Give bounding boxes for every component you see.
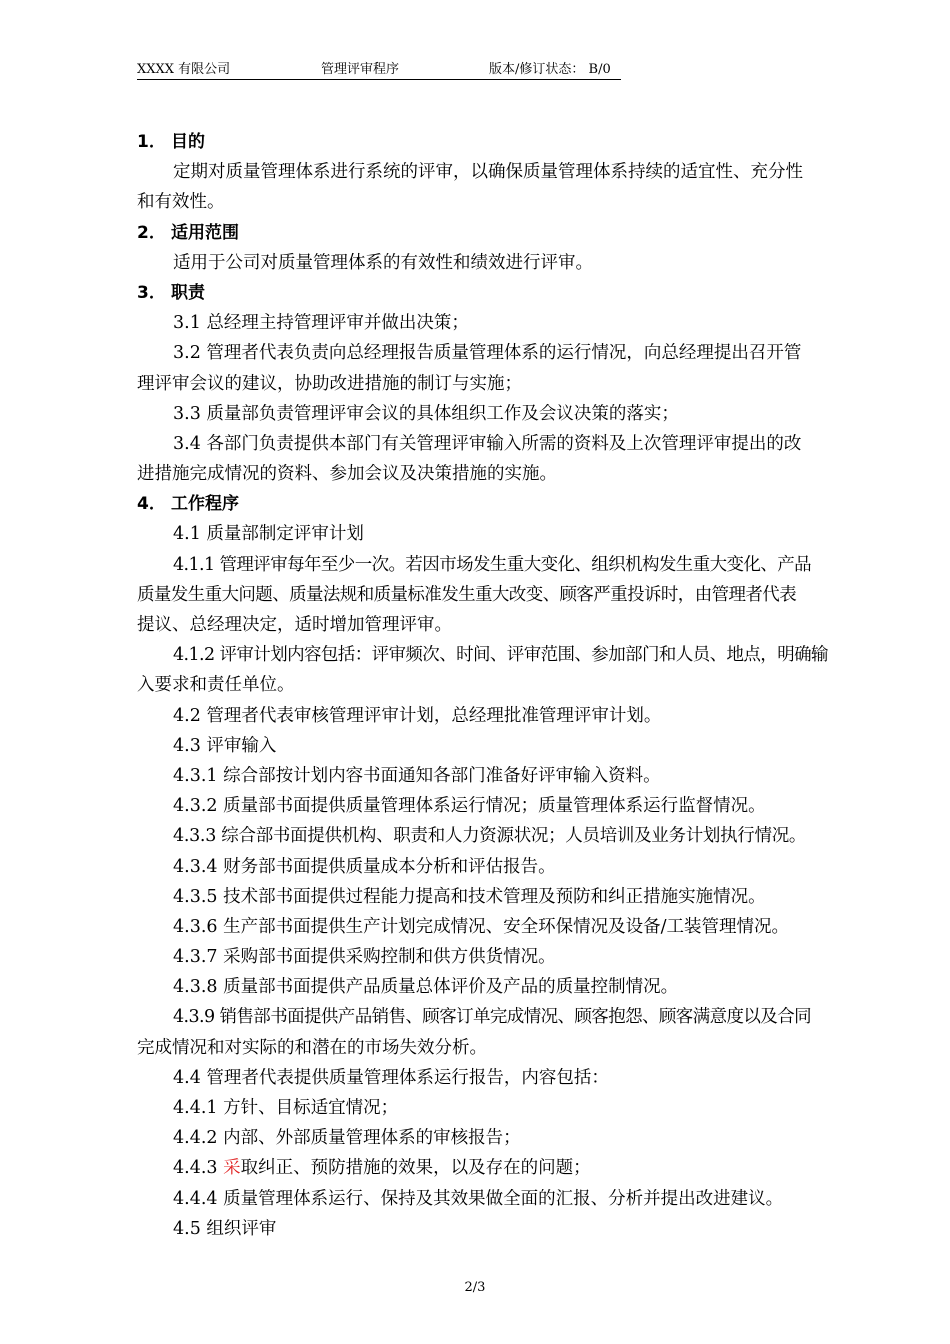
item-text: 取纠正、预防措施的效果，以及存在的问题； (240, 1158, 591, 1179)
paragraph: 4.3.8 质量部书面提供产品质量总体评价及产品的质量控制情况。 (173, 977, 679, 998)
heading-number: 1． (137, 132, 166, 152)
heading-title: 工作程序 (171, 494, 239, 515)
section-heading-3 (137, 278, 863, 308)
paragraph-continuation: 入要求和责任单位。 (137, 675, 295, 696)
paragraph: 4.1.2 评审计划内容包括：评审频次、时间、评审范围、参加部门和人员、地点，明确输 (173, 645, 828, 666)
header-company: XXXX 有限公司 (137, 62, 231, 77)
page-header (137, 62, 621, 80)
highlighted-char: 采 (223, 1158, 241, 1179)
paragraph: 4.2 管理者代表审核管理评审计划，总经理批准管理评审计划。 (173, 705, 662, 726)
heading-number: 2． (137, 222, 166, 243)
paragraph: 3.1 总经理主持管理评审并做出决策； (173, 313, 469, 334)
heading-title: 适用范围 (171, 222, 239, 243)
heading-number: 3． (137, 282, 166, 303)
paragraph-continuation: 提议、总经理决定，适时增加管理评审。 (137, 615, 452, 635)
paragraph: 4.3.2 质量部书面提供质量管理体系运行情况；质量管理体系运行监督情况。 (173, 796, 766, 817)
paragraph: 4.3.4 财务部书面提供质量成本分析和评估报告。 (173, 856, 556, 877)
heading-number: 4． (137, 494, 166, 515)
paragraph-continuation: 完成情况和对实际的和潜在的市场失效分析。 (137, 1037, 487, 1058)
paragraph: 4.4.1 方针、目标适宜情况； (173, 1098, 399, 1118)
paragraph: 4.3.7 采购部书面提供采购控制和供方供货情况。 (173, 947, 556, 968)
paragraph: 定期对质量管理体系进行系统的评审，以确保质量管理体系持续的适宜性、充分性 (173, 162, 803, 183)
document-body (137, 127, 863, 1244)
paragraph-continuation: 进措施完成情况的资料、参加会议及决策措施的实施。 (137, 464, 557, 485)
paragraph: 4.5 组织评审 (173, 1218, 277, 1239)
heading-title: 职责 (171, 282, 205, 303)
section-heading-1 (137, 127, 863, 157)
paragraph: 4.3.9 销售部书面提供产品销售、顾客订单完成情况、顾客抱怨、顾客满意度以及合同 (173, 1007, 811, 1028)
header-doc-title: 管理评审程序 (321, 62, 400, 77)
paragraph: 4.4.2 内部、外部质量管理体系的审核报告； (173, 1128, 521, 1149)
paragraph (137, 1153, 863, 1183)
heading-title: 目的 (171, 132, 205, 152)
paragraph: 4.1 质量部制定评审计划 (173, 524, 364, 545)
item-number: 4.4.3 (173, 1158, 224, 1179)
paragraph: 4.4 管理者代表提供质量管理体系运行报告，内容包括： (173, 1067, 609, 1088)
section-heading-4 (137, 489, 863, 519)
paragraph: 4.3.3 综合部书面提供机构、职责和人力资源状况；人员培训及业务计划执行情况。 (173, 826, 807, 847)
page-number: 2/3 (464, 1280, 486, 1295)
paragraph: 3.2 管理者代表负责向总经理报告质量管理体系的运行情况，向总经理提出召开管 (173, 343, 802, 364)
paragraph-continuation: 和有效性。 (137, 192, 225, 213)
paragraph: 3.4 各部门负责提供本部门有关管理评审输入所需的资料及上次管理评审提出的改 (173, 433, 802, 454)
header-version: 版本/修订状态： B/0 (489, 62, 611, 77)
paragraph: 4.3.1 综合部按计划内容书面通知各部门准备好评审输入资料。 (173, 765, 661, 786)
paragraph: 4.4.4 质量管理体系运行、保持及其效果做全面的汇报、分析并提出改进建议。 (173, 1188, 784, 1209)
paragraph: 4.1.1 管理评审每年至少一次。若因市场发生重大变化、组织机构发生重大变化、产品 (173, 554, 811, 575)
paragraph: 4.3.6 生产部书面提供生产计划完成情况、安全环保情况及设备/工装管理情况。 (173, 916, 789, 937)
paragraph: 适用于公司对质量管理体系的有效性和绩效进行评审。 (173, 252, 593, 273)
section-heading-2 (137, 218, 863, 248)
paragraph-continuation: 理评审会议的建议，协助改进措施的制订与实施； (137, 373, 522, 394)
paragraph: 4.3 评审输入 (173, 735, 277, 756)
paragraph: 3.3 质量部负责管理评审会议的具体组织工作及会议决策的落实； (173, 403, 679, 424)
paragraph-continuation: 质量发生重大问题、质量法规和质量标准发生重大改变、顾客严重投诉时，由管理者代表 (137, 584, 797, 605)
paragraph: 4.3.5 技术部书面提供过程能力提高和技术管理及预防和纠正措施实施情况。 (173, 886, 766, 907)
